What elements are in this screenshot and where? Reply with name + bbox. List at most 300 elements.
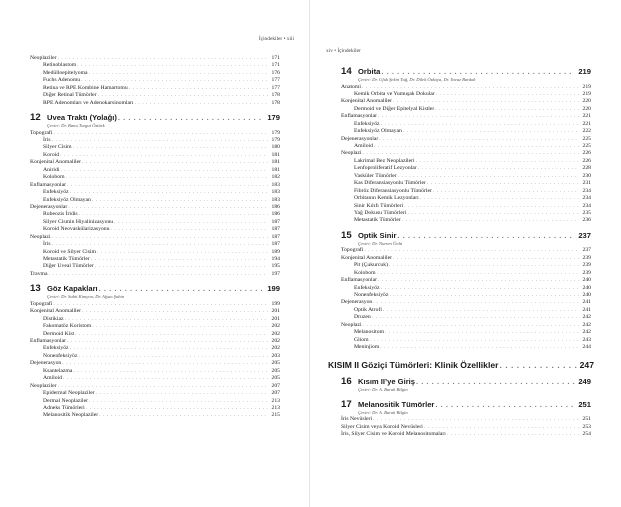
toc-entry-page: 201 (271, 315, 280, 322)
toc-entry-page: 187 (271, 241, 280, 248)
dot-leader (89, 398, 268, 405)
toc-entry-title: Melanositik Neoplaziler (43, 412, 99, 419)
toc-entry-page: 220 (582, 98, 591, 105)
toc-entry[interactable] (30, 263, 280, 270)
toc-entry-title: Lenfoproliferatif Lezyonlar (354, 165, 417, 172)
toc-entry-title: Koroid Neovaskülarizasyonu (43, 226, 110, 233)
toc-entry[interactable] (30, 241, 280, 248)
toc-entry-page: 202 (271, 345, 280, 352)
dot-leader (433, 188, 579, 195)
toc-entry-title: Topografi (30, 129, 53, 136)
toc-entry-page: 237 (582, 247, 591, 254)
chapter-translators: Çeviri: Dr. A. Burak Bilgin (358, 387, 408, 393)
toc-entry-title: Konjenital Anomaliler (341, 98, 393, 105)
toc-entry-title: Dejenerasyon (341, 299, 373, 306)
toc-entry-title: Retina ve RPE Kombine Hamartomu (43, 84, 128, 91)
dot-leader (68, 204, 268, 211)
toc-entry-title: İris (43, 241, 51, 248)
chapter-title: Göz Kapakları (47, 284, 98, 294)
running-head-right: xiv • İçindekiler (326, 48, 361, 54)
toc-entry[interactable] (30, 137, 280, 144)
toc-entry-page: 207 (271, 382, 280, 389)
toc-entry[interactable] (341, 299, 591, 306)
toc-entry-title: Rubeozis İridis (43, 211, 78, 218)
toc-entry-page: 186 (271, 203, 280, 210)
toc-entry-title: Koroid ve Silyer Cisim (43, 248, 96, 255)
dot-leader (82, 308, 268, 315)
toc-entry[interactable] (341, 329, 591, 336)
dot-leader (73, 368, 268, 375)
toc-entry[interactable] (30, 412, 280, 419)
dot-leader (52, 234, 268, 241)
toc-entry-title: Neoplazi (341, 321, 362, 328)
toc-entry-title: İris Nevüsleri (341, 416, 373, 423)
dot-leader (89, 70, 268, 77)
toc-entry-page: 181 (271, 166, 280, 173)
dot-leader (402, 217, 579, 224)
toc-entry-title: Metastatik Tümörler (354, 217, 401, 224)
toc-entry[interactable] (341, 106, 591, 113)
dot-leader (97, 249, 268, 256)
dot-leader (436, 91, 579, 98)
toc-entry-page: 176 (271, 69, 280, 76)
toc-entry[interactable] (30, 77, 280, 84)
toc-entry-title: Konjenital Anomaliler (30, 159, 82, 166)
toc-entry-title: Neoplazi (30, 233, 51, 240)
dot-leader (373, 416, 579, 423)
dot-leader (418, 165, 579, 172)
part-page: 247 (579, 360, 594, 371)
dot-leader (70, 189, 268, 196)
toc-entry-page: 195 (271, 263, 280, 270)
toc-entry[interactable] (30, 249, 280, 256)
toc-entry[interactable] (30, 167, 280, 174)
toc-entry-page: 197 (271, 270, 280, 277)
dot-leader (393, 255, 579, 262)
chapter-heading[interactable] (341, 67, 591, 77)
toc-entry[interactable] (341, 188, 591, 195)
toc-entry-title: İris, Silyer Cisim ve Koroid Melanositomaları (341, 431, 446, 438)
toc-entry[interactable] (30, 323, 280, 330)
chapter-translators: Çeviri: Dr. Ufuk Şekin Tuğ, Dr. Dilek Özkaya, Dr. Yavuz Bardak (358, 77, 476, 82)
toc-entry-page: 234 (582, 187, 591, 194)
chapter-translators: Çeviri: Dr. Banu Turgut Öztürk (47, 123, 105, 129)
dot-leader (48, 271, 268, 278)
toc-entry[interactable] (341, 84, 591, 91)
toc-entry[interactable] (30, 70, 280, 77)
chapter-heading[interactable] (30, 284, 280, 294)
dot-leader (407, 210, 579, 217)
toc-entry[interactable] (341, 277, 591, 284)
dot-leader (78, 353, 268, 360)
toc-entry-page: 239 (582, 254, 591, 261)
toc-entry-page: 189 (271, 248, 280, 255)
toc-entry[interactable] (341, 91, 591, 98)
toc-entry-title: Ksantelazma (43, 367, 73, 374)
toc-entry-page: 253 (582, 423, 591, 430)
toc-entry-title: Nonenfeksiyöz (43, 352, 78, 359)
toc-entry-title: Epidermal Neoplaziler (43, 390, 95, 397)
toc-entry-page: 226 (582, 157, 591, 164)
toc-entry-page: 225 (582, 135, 591, 142)
toc-entry-title: Gliom (354, 336, 369, 343)
dot-leader (404, 203, 579, 210)
toc-entry[interactable] (341, 262, 591, 269)
toc-entry-page: 203 (271, 352, 280, 359)
toc-entry-title: Aniridi (43, 166, 60, 173)
toc-entry[interactable] (30, 301, 280, 308)
toc-entry-title: Neoplazi (341, 150, 362, 157)
toc-left-column (30, 55, 280, 420)
chapter-heading[interactable] (30, 113, 280, 123)
toc-entry[interactable] (341, 121, 591, 128)
toc-entry[interactable] (341, 431, 591, 438)
dot-leader (363, 322, 579, 329)
dot-leader (60, 152, 268, 159)
toc-entry-page: 205 (271, 367, 280, 374)
toc-entry[interactable] (30, 345, 280, 352)
toc-entry[interactable] (341, 210, 591, 217)
toc-entry[interactable] (30, 405, 280, 412)
toc-entry-title: Enflamasyonlar (30, 338, 67, 344)
chapter-title: Orbita (358, 67, 381, 76)
toc-entry[interactable] (30, 353, 280, 360)
toc-entry-title: RPE Adenomları ve Adenokarsinomları (43, 99, 134, 106)
toc-entry[interactable] (341, 285, 591, 292)
toc-entry-title: Dermoid ve Diğer Epitelyal Kistler (354, 105, 435, 112)
toc-entry[interactable] (341, 150, 591, 157)
dot-leader (374, 143, 579, 150)
chapter-number: 12 (30, 112, 41, 124)
toc-entry-title: Dejenerasyon (30, 360, 62, 367)
toc-entry-page: 244 (582, 344, 591, 350)
toc-entry[interactable] (30, 152, 280, 159)
dot-leader (52, 137, 268, 144)
dot-leader (363, 150, 579, 157)
toc-entry-title: Dermal Neoplaziler (43, 397, 89, 404)
toc-entry-page: 181 (271, 159, 280, 166)
dot-leader (447, 431, 579, 438)
toc-entry-page: 178 (271, 99, 280, 106)
toc-entry-page: 239 (582, 262, 591, 269)
toc-entry-page: 201 (271, 308, 280, 315)
toc-entry[interactable] (341, 337, 591, 344)
chapter-heading[interactable] (341, 377, 591, 387)
toc-entry-page: 241 (582, 299, 591, 306)
dot-leader (364, 247, 579, 254)
toc-entry[interactable] (30, 197, 280, 204)
toc-entry[interactable] (30, 375, 280, 382)
toc-entry[interactable] (341, 416, 591, 423)
dot-leader (129, 85, 268, 92)
chapter-number: 14 (341, 66, 352, 77)
toc-entry[interactable] (341, 314, 591, 321)
toc-entry-title: Retinoblastom (43, 62, 77, 69)
toc-entry[interactable] (341, 113, 591, 120)
dot-leader (416, 377, 575, 387)
toc-entry[interactable] (341, 270, 591, 277)
dot-leader (96, 390, 268, 397)
dot-leader (92, 323, 268, 330)
dot-leader (53, 130, 268, 137)
chapter-page: 219 (578, 67, 591, 76)
toc-entry-title: Enfeksiyöz (354, 284, 380, 291)
toc-entry-page: 240 (582, 291, 591, 298)
toc-entry-title: Dejenerasyonlar (341, 135, 379, 142)
toc-entry-page: 228 (582, 165, 591, 172)
dot-leader (377, 270, 580, 277)
toc-entry-page: 213 (271, 404, 280, 411)
toc-entry[interactable] (30, 62, 280, 69)
dot-leader (420, 195, 579, 202)
toc-entry-title: Enfeksiyöz Olmayan (354, 128, 402, 135)
toc-entry[interactable] (30, 390, 280, 397)
toc-entry-page: 202 (271, 330, 280, 337)
toc-entry-title: Silyer Cismin Hiyalinizasyonu (43, 218, 114, 225)
toc-entry-page: 222 (582, 128, 591, 135)
toc-entry-page: 241 (582, 306, 591, 313)
toc-entry[interactable] (30, 174, 280, 181)
toc-entry-page: 180 (271, 144, 280, 151)
chapter-title: Uvea Traktı (Yolağı) (47, 113, 117, 123)
chapter-title: Kısım II’ye Giriş (358, 377, 415, 387)
toc-entry-title: Konjenital Anomaliler (30, 308, 82, 315)
chapter-translators: Çeviri: Dr. Sabit Kimyon, Dr. Afşun Şahin (47, 294, 125, 300)
dot-leader (111, 226, 269, 233)
toc-entry-title: Enflamasyonlar (341, 277, 378, 284)
toc-entry-page: 219 (582, 83, 591, 90)
toc-entry-page: 251 (582, 416, 591, 423)
toc-entry-page: 177 (271, 77, 280, 84)
toc-entry[interactable] (30, 144, 280, 151)
toc-entry[interactable] (341, 292, 591, 299)
toc-entry-title: Adneks Tümörleri (43, 404, 85, 411)
toc-entry[interactable] (341, 322, 591, 329)
toc-entry-title: Enfeksiyöz (354, 120, 380, 127)
dot-leader (63, 375, 268, 382)
toc-entry-title: Dermoid Kist (43, 330, 75, 337)
chapter-heading[interactable] (341, 400, 591, 410)
toc-entry-title: Enflamasyonlar (341, 113, 378, 120)
toc-entry-title: Diğer Retinal Tümörler (43, 92, 97, 99)
dot-leader (67, 182, 268, 189)
dot-leader (52, 241, 268, 248)
toc-entry-page: 221 (582, 113, 591, 120)
dot-leader (385, 329, 579, 336)
running-head-left: İçindekiler • xiii (258, 36, 294, 42)
toc-entry-title: Neoplaziler (30, 55, 57, 61)
toc-entry-title: Pit (Çukurcuk) (354, 262, 388, 269)
toc-entry-title: Enfeksiyöz (43, 189, 69, 196)
toc-entry[interactable] (30, 234, 280, 241)
chapter-page: 251 (578, 399, 591, 409)
toc-entry[interactable] (30, 360, 280, 367)
toc-entry[interactable] (341, 247, 591, 254)
toc-entry[interactable] (30, 130, 280, 137)
toc-entry-page: 207 (271, 390, 280, 397)
dot-leader (372, 314, 579, 321)
toc-entry[interactable] (341, 180, 591, 187)
part-heading[interactable] (328, 360, 594, 371)
toc-entry-page: 171 (271, 62, 280, 69)
toc-entry-page: 240 (582, 277, 591, 284)
toc-entry-page: 242 (582, 329, 591, 336)
chapter-title: Optik Sinir (358, 230, 397, 240)
dot-leader (135, 100, 268, 107)
toc-entry-page: 226 (582, 150, 591, 157)
toc-entry-page: 221 (582, 120, 591, 127)
dot-leader (58, 383, 268, 390)
dot-leader (58, 55, 268, 62)
dot-leader (427, 180, 579, 187)
toc-entry[interactable] (30, 92, 280, 99)
toc-entry-title: Fuchs Adenomu (43, 77, 81, 84)
dot-leader (67, 338, 268, 345)
toc-entry-title: Neoplaziler (30, 382, 57, 389)
toc-entry-title: Medülloepitelyoma (43, 69, 88, 76)
dot-leader (424, 424, 579, 431)
dot-leader (379, 136, 579, 143)
toc-entry-page: 202 (271, 323, 280, 330)
dot-leader (81, 77, 268, 84)
dot-leader (389, 292, 579, 299)
toc-entry-page: 243 (582, 336, 591, 343)
toc-entry-title: Lakrimal Bez Neoplazileri (354, 157, 415, 164)
toc-entry-page: 177 (271, 84, 280, 91)
toc-entry[interactable] (30, 398, 280, 405)
toc-entry-title: Topografi (341, 247, 364, 254)
dot-leader (91, 256, 268, 263)
toc-entry-title: Orbitanın Kemik Lezyonları (354, 195, 419, 202)
toc-entry-title: Nonenfeksiyöz (354, 291, 389, 298)
dot-leader (381, 67, 575, 77)
toc-entry-page: 186 (271, 211, 280, 218)
toc-entry[interactable] (30, 211, 280, 218)
toc-entry-page: 225 (582, 143, 591, 149)
toc-entry-page: 199 (271, 300, 280, 307)
dot-leader (82, 159, 268, 166)
dot-leader (381, 121, 579, 128)
dot-leader (92, 197, 268, 204)
dot-leader (381, 285, 579, 292)
toc-entry-title: Kemik Orbita ve Yumuşak Dokular (354, 90, 435, 97)
chapter-page: 237 (578, 230, 591, 240)
chapter-block (341, 400, 591, 439)
toc-entry-title: Vasküler Tümörler (354, 172, 397, 179)
toc-entry[interactable] (341, 344, 591, 351)
dot-leader (66, 174, 269, 181)
toc-entry-page: 171 (271, 55, 280, 61)
toc-entry[interactable] (341, 128, 591, 135)
dot-leader (98, 92, 268, 99)
chapter-page: 199 (267, 284, 280, 294)
right-page (310, 0, 621, 507)
toc-entry-title: Optik Atrofi (354, 306, 382, 313)
toc-entry[interactable] (341, 217, 591, 224)
dot-leader (62, 360, 268, 367)
toc-entry-page: 213 (271, 397, 280, 404)
dot-leader (99, 412, 268, 419)
toc-entry[interactable] (341, 136, 591, 143)
dot-leader (65, 316, 268, 323)
toc-entry[interactable] (30, 100, 280, 107)
dot-leader (95, 263, 268, 270)
dot-leader (499, 360, 578, 371)
toc-entry[interactable] (30, 55, 280, 62)
toc-entry-page: 234 (582, 195, 591, 202)
toc-entry[interactable] (341, 307, 591, 314)
toc-entry-title: Silyer Cisim veya Koroid Nevüsleri (341, 423, 423, 430)
chapter-title: Melanositik Tümörler (358, 399, 435, 409)
chapter-block (341, 231, 591, 352)
toc-entry-title: Enfeksiyöz Olmayan (43, 196, 91, 203)
chapter-block (30, 284, 280, 420)
toc-entry-title: Enflamasyonlar (30, 181, 67, 188)
dot-leader (362, 84, 579, 91)
toc-entry-title: Enfeksiyöz (43, 345, 69, 352)
toc-entry[interactable] (30, 308, 280, 315)
toc-entry-page: 179 (271, 129, 280, 136)
toc-entry-page: 231 (582, 180, 591, 187)
chapter-number: 13 (30, 283, 41, 295)
toc-entry[interactable] (30, 159, 280, 166)
toc-entry[interactable] (30, 316, 280, 323)
toc-entry[interactable] (30, 271, 280, 278)
toc-entry[interactable] (30, 189, 280, 196)
toc-entry[interactable] (30, 219, 280, 226)
toc-entry-page: 234 (582, 202, 591, 209)
toc-entry[interactable] (341, 143, 591, 150)
chapter-block (341, 67, 591, 225)
dot-leader (416, 158, 579, 165)
chapter-translators: Çeviri: Dr. Nurten Ünlü (358, 240, 403, 246)
toc-entry-title: Distikiaz (43, 315, 64, 322)
toc-entry-page: 219 (582, 90, 591, 97)
toc-entry[interactable] (30, 331, 280, 338)
toc-entry-page: 242 (582, 321, 591, 328)
toc-entry-title: Dejenerasyonlar (30, 203, 68, 210)
dot-leader (393, 98, 579, 105)
toc-entry-page: 183 (271, 181, 280, 188)
toc-entry[interactable] (30, 182, 280, 189)
chapter-number: 17 (341, 398, 352, 410)
toc-entry[interactable] (30, 383, 280, 390)
chapter-heading[interactable] (341, 231, 591, 241)
dot-leader (118, 113, 264, 123)
toc-entry-page: 220 (582, 105, 591, 112)
toc-entry-title: Anatomi (341, 83, 361, 90)
toc-entry-title: Silyer Cisim (43, 144, 72, 151)
chapter-block (30, 113, 280, 278)
toc-entry-title: Kolobom (43, 174, 65, 181)
toc-entry[interactable] (341, 203, 591, 210)
toc-entry-title: Travma (30, 270, 48, 277)
dot-leader (435, 400, 575, 410)
toc-entry-title: Sinir Kılıfı Tümörleri (354, 202, 404, 209)
left-page (0, 0, 310, 507)
dot-leader (373, 299, 579, 306)
toc-entry-page: 205 (271, 375, 280, 382)
toc-entry-page: 181 (271, 151, 280, 158)
toc-entry[interactable] (341, 195, 591, 202)
toc-entry[interactable] (30, 368, 280, 375)
toc-entry-title: Kas Diferansiasyonlu Tümörler (354, 180, 426, 187)
toc-entry[interactable] (341, 165, 591, 172)
toc-entry[interactable] (341, 98, 591, 105)
toc-entry[interactable] (30, 226, 280, 233)
dot-leader (73, 144, 268, 151)
dot-leader (397, 231, 575, 241)
